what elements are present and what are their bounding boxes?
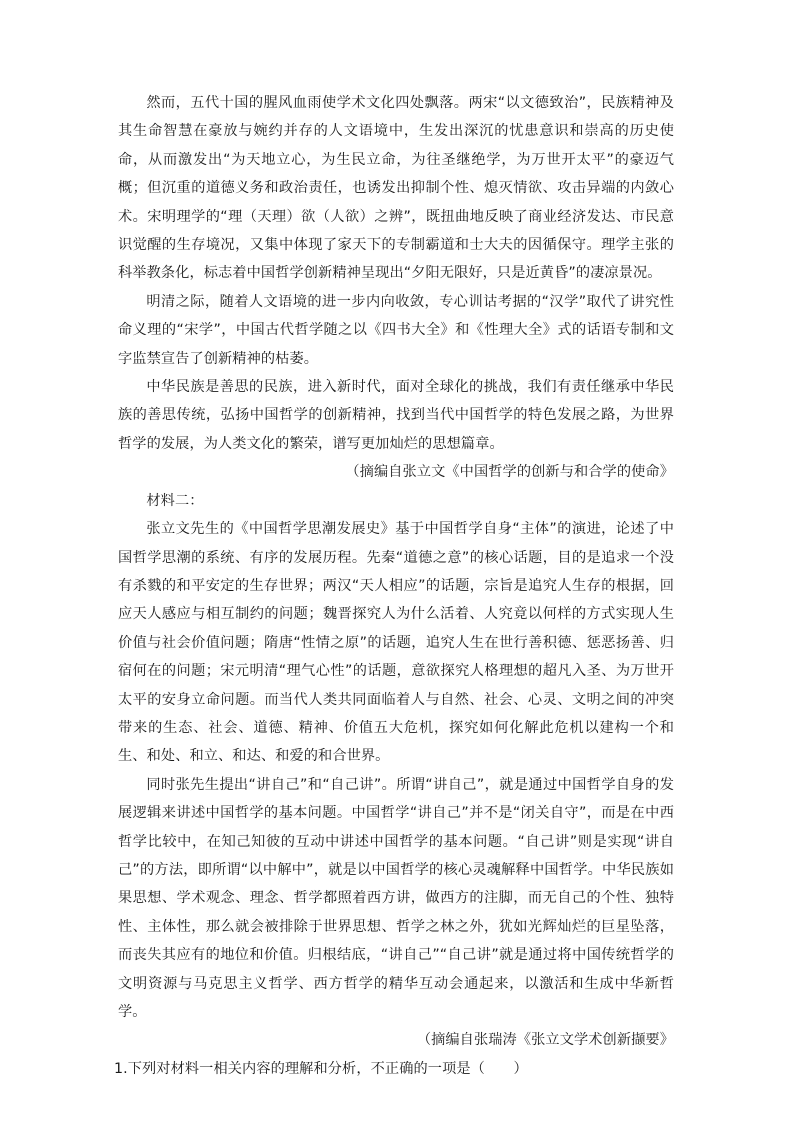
paragraph: 然而，五代十国的腥风血雨使学术文化四处飘落。两宋“以文德致治”，民族精神及其生命智慧在豪放与婉约并存的人文语境中，生发出深沉的忧患意识和崇高的历史使命，从而激发出“为天地立心，为生民立命，为往圣继绝学，为万世开太平”的豪迈气概；但沉重的道德义务和政治责任，也诱发出抑制个性、熄灭情欲、攻击异端的内敛心术。宋明理学的“理（天理）欲（人欲）之辨”，既扭曲地反映了商业经济发达、市民意识觉醒的生存境况，又集中体现了家天下的专制霸道和士大夫的因循保守。理学主张的科举教条化，标志着中国哲学创新精神呈现出“夕阳无限好，只是近黄昏”的凄凉景况。 [118, 95, 674, 282]
source-citation: （摘编自张瑞涛《张立文学术创新撷要》 [416, 1032, 674, 1049]
paragraph: 同时张先生提出“讲自己”和“自己讲”。所谓“讲自己”，就是通过中国哲学自身的发展逻辑来讲述中国哲学的基本问题。中国哲学“讲自己”并不是“闭关自守”，而是在中西哲学比较中，在知己知彼的互动中讲述中国哲学的基本问题。“自己讲”则是实现“讲自己”的方法，即所谓“以中解中”，就是以中国哲学的核心灵魂解释中国哲学。中华民族如果思想、学术观念、理念、哲学都照着西方讲，做西方的注脚，而无自己的个性、独特性、主体性，那么就会被排除于世界思想、哲学之林之外，犹如光辉灿烂的巨星坠落，而丧失其应有的地位和价值。归根结底，“讲自己”“自己讲”就是通过将中国传统哲学的文明资源与马克思主义哲学、西方哲学的精华互动会通起来，以激活和生成中华新哲学。 [118, 776, 674, 1020]
paragraph: 中华民族是善思的民族，进入新时代，面对全球化的挑战，我们有责任继承中华民族的善思传统，弘扬中国哲学的创新精神，找到当代中国哲学的特色发展之路，为世界哲学的发展，为人类文化的繁荣，谱写更加灿烂的思想篇章。 [118, 379, 674, 452]
source-citation: （摘编自张立文《中国哲学的创新与和合学的使命》 [345, 464, 674, 481]
question-text: 1.下列对材料一相关内容的理解和分析，不正确的一项是（ ） [114, 1060, 528, 1077]
paragraph: 张立文先生的《中国哲学思潮发展史》基于中国哲学自身“主体”的演进，论述了中国哲学思潮的系统、有序的发展历程。先秦“道德之意”的核心话题，目的是追求一个没有杀戮的和平安定的生存世界；两汉“天人相应”的话题，宗旨是追究人生存的根据，回应天人感应与相互制约的问题；魏晋探究人为什么活着、人究竟以何样的方式实现人生价值与社会价值问题；隋唐“性情之原”的话题，追究人生在世行善积德、惩恶扬善、归宿何在的问题；宋元明清“理气心性”的话题，意欲探究人格理想的超凡入圣、为万世开太平的安身立命问题。而当代人类共同面临着人与自然、社会、心灵、文明之间的冲突带来的生态、社会、道德、精神、价值五大危机，探究如何化解此危机以建构一个和生、和处、和立、和达、和爱的和合世界。 [118, 521, 674, 765]
document-body [114, 89, 674, 1083]
paragraph: 明清之际，随着人文语境的进一步内向收敛，专心训诂考据的“汉学”取代了讲究性命义理的“宋学”，中国古代哲学随之以《四书大全》和《性理大全》式的话语专制和文字监禁宣告了创新精神的枯萎。 [118, 293, 674, 367]
section-heading: 材料二： [146, 492, 204, 509]
